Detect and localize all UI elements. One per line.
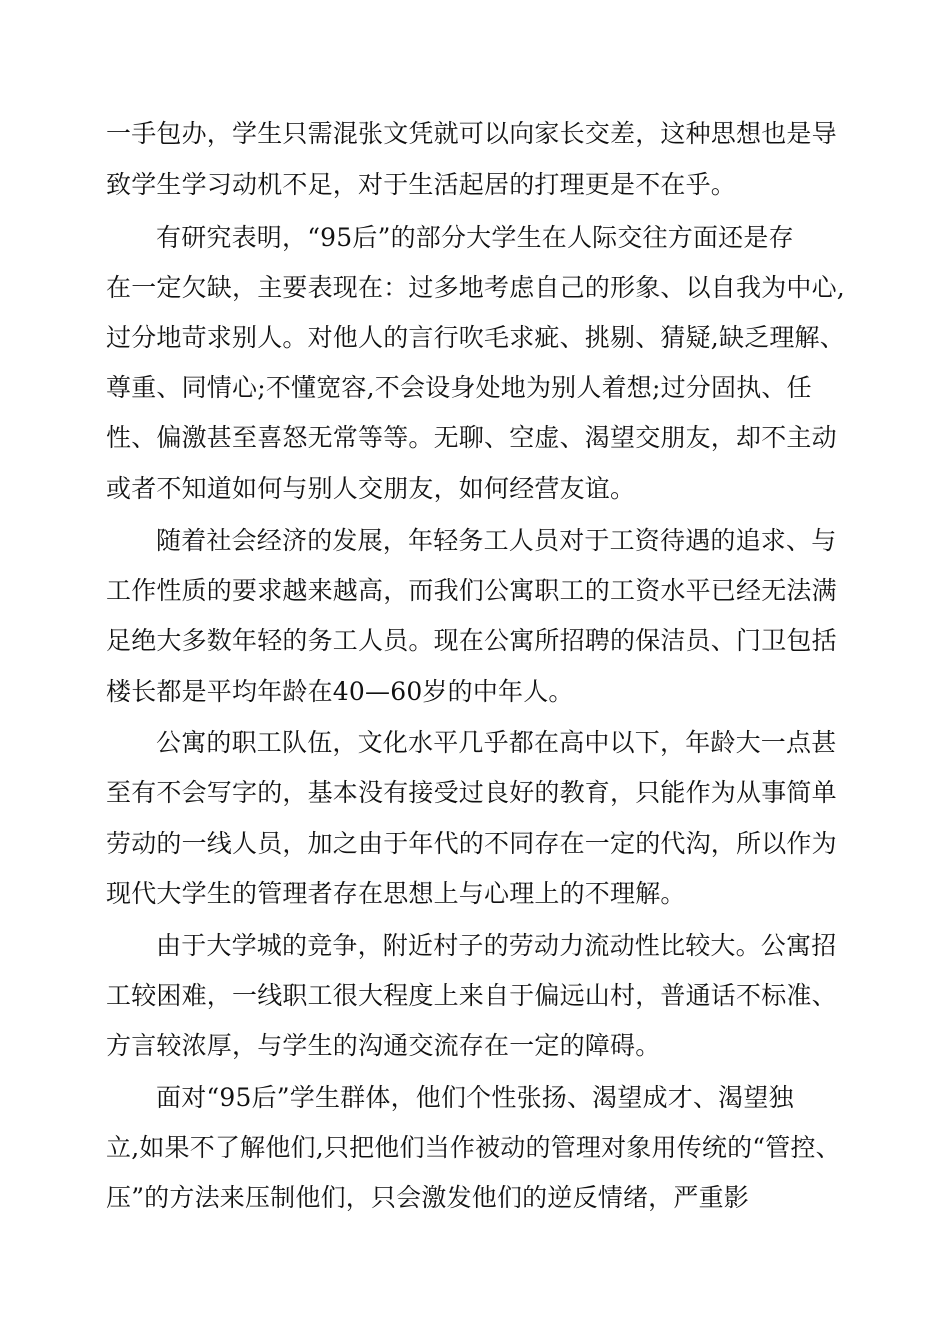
text-line: 立,如果不了解他们,只把他们当作被动的管理对象用传统的“管控、 [106,1133,841,1162]
text-line: 至有不会写字的，基本没有接受过良好的教育，只能作为从事简单 [106,778,837,807]
text-line: 工较困难，一线职工很大程度上来自于偏远山村，普通话不标准、 [106,981,837,1010]
text-line: 性、偏激甚至喜怒无常等等。无聊、空虚、渴望交朋友，却不主动 [106,423,837,452]
text-line: 在一定欠缺，主要表现在：过多地考虑自己的形象、以自我为中心, [106,273,845,302]
paragraph-start-line: 面对“95后”学生群体，他们个性张扬、渴望成才、渴望独 [156,1083,794,1112]
text-line: 现代大学生的管理者存在思想上与心理上的不理解。 [106,879,686,908]
text-line: 工作性质的要求越来越高，而我们公寓职工的工资水平已经无法满 [106,576,837,605]
paragraph-start-line: 随着社会经济的发展，年轻务工人员对于工资待遇的追求、与 [156,526,837,555]
text-line: 足绝大多数年轻的务工人员。现在公寓所招聘的保洁员、门卫包括 [106,626,837,655]
paragraph-start-line: 公寓的职工队伍，文化水平几乎都在高中以下，年龄大一点甚 [156,728,837,757]
text-line: 尊重、同情心;不懂宽容,不会设身处地为别人着想;过分固执、任 [106,373,812,402]
text-line: 压”的方法来压制他们，只会激发他们的逆反情绪，严重影 [106,1183,749,1212]
text-line: 劳动的一线人员，加之由于年代的不同存在一定的代沟，所以作为 [106,829,837,858]
text-line: 一手包办，学生只需混张文凭就可以向家长交差，这种思想也是导 [106,119,837,148]
paragraph-start-line: 有研究表明，“95后”的部分大学生在人际交往方面还是存 [156,223,794,252]
paragraph-start-line: 由于大学城的竞争，附近村子的劳动力流动性比较大。公寓招 [156,931,837,960]
text-line: 或者不知道如何与别人交朋友，如何经营友谊。 [106,474,636,503]
text-line: 方言较浓厚，与学生的沟通交流存在一定的障碍。 [106,1031,661,1060]
text-line: 过分地苛求别人。对他人的言行吹毛求疵、挑剔、猜疑,缺乏理解、 [106,323,845,352]
text-line: 致学生学习动机不足，对于生活起居的打理更是不在乎。 [106,170,737,199]
text-line: 楼长都是平均年龄在40—60岁的中年人。 [106,677,574,706]
